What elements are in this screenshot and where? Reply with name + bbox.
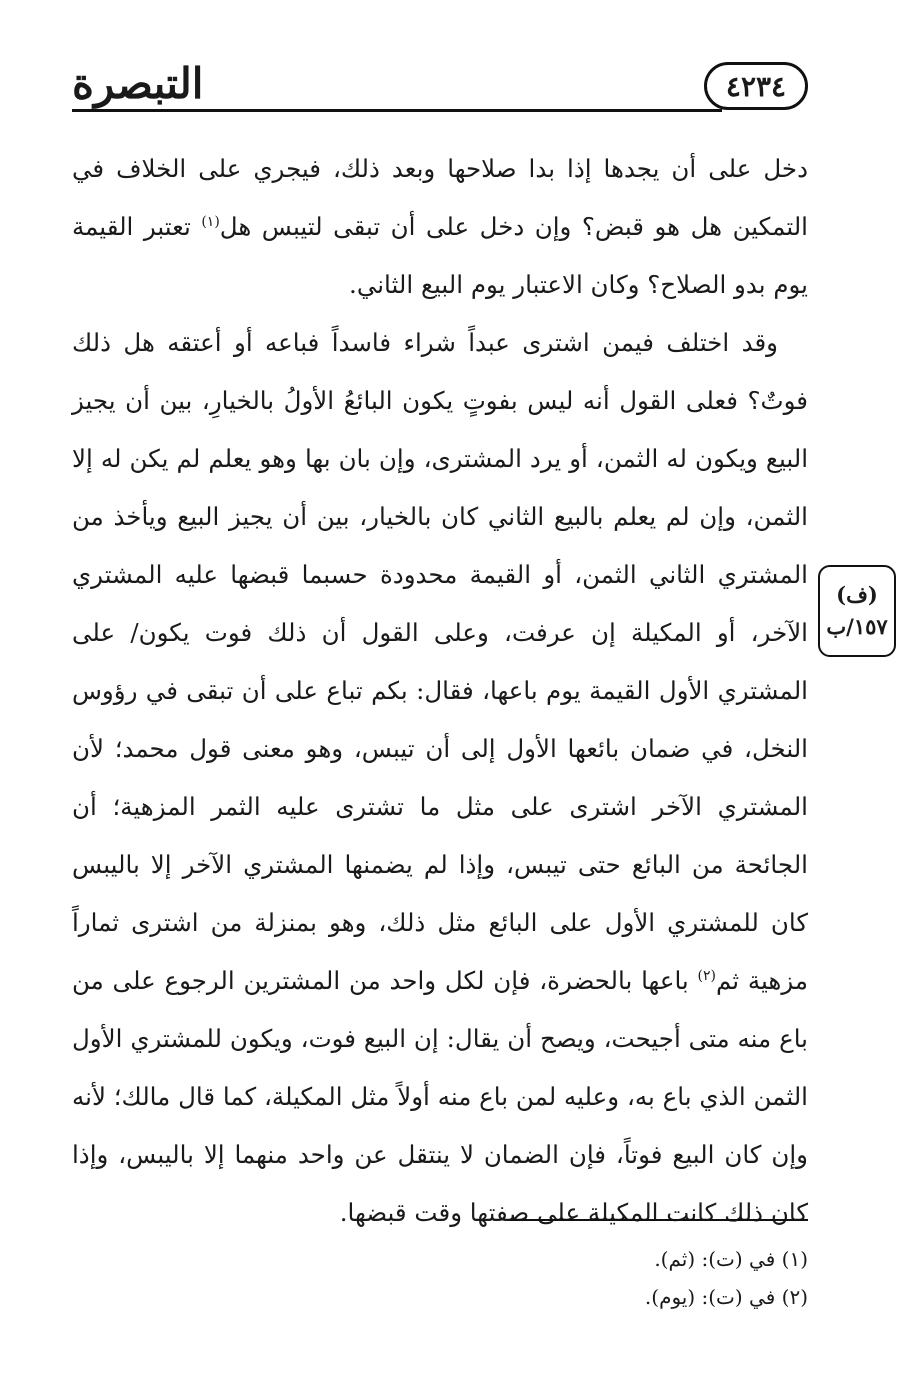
paragraph-2	[72, 314, 808, 1242]
footnote-ref-1[interactable]: (١)	[201, 213, 220, 230]
paragraph-text: وقد اختلف فيمن اشترى عبداً شراء فاسداً فباعه أو أعتقه هل ذلك فوتٌ؟ فعلى القول أنه ليس بفوتٍ يكون البائعُ الأولُ بالخيارِ، بين أن يجيز البيع ويكون له الثمن، أو يرد المشترى، وإن بان بها وهو يعلم لم يكن له إلا الثمن، وإن لم يعلم بالبيع الثاني كان بالخيار، بين أن يجيز البيع ويأخذ من المشتري الثاني الثمن، أو القيمة محدودة حسبما قبضها عليه المشتري الآخر، أو المكيلة إن عرفت، وعلى القول أن ذلك فوت يكون/ على المشتري الأول القيمة يوم باعها، فقال: بكم تباع على أن تبقى في رؤوس النخل، في ضمان بائعها الأول إلى أن تيبس، وهو معنى قول محمد؛ لأن المشتري الآخر اشترى على مثل ما تشترى عليه الثمر المزهية؛ أن الجائحة من البائع حتى تيبس، وإذا لم يضمنها المشتري الآخر إلا باليبس كان للمشتري الأول على البائع مثل ذلك، وهو بمنزلة من اشترى ثماراً مزهية ثم	[72, 328, 808, 995]
footnotes	[72, 1240, 808, 1316]
paragraph-text: باعها بالحضرة، فإن لكل واحد من المشترين الرجوع على من باع منه متى أجيحت، ويصح أن يقال: إن البيع فوت، ويكون للمشتري الأول الثمن الذي باع به، وعليه لمن باع منه أولاً مثل المكيلة، كما قال مالك؛ لأنه وإن كان البيع فوتاً، فإن الضمان لا ينتقل عن واحد منهما إلا باليبس، وإذا كان ذلك كانت المكيلة على صفتها وقت قبضها.	[72, 966, 808, 1227]
folio-number-label: ١٥٧/ب	[826, 614, 888, 639]
paragraph-1	[72, 140, 808, 314]
main-text	[72, 140, 808, 1242]
folio-source-label: (ف)	[836, 582, 878, 607]
page-number-badge: ٤٢٣٤	[704, 62, 808, 110]
manuscript-folio-note	[818, 565, 896, 657]
footnote-ref-2[interactable]: (٢)	[697, 967, 716, 984]
footnote-2: (٢) في (ت): (يوم).	[644, 1285, 808, 1309]
footnote-separator	[510, 1219, 808, 1221]
paragraph-text: تعتبر القيمة يوم بدو الصلاح؟ وكان الاعتبار يوم البيع الثاني.	[72, 212, 808, 299]
footnote-1: (١) في (ت): (ثم).	[654, 1247, 808, 1271]
paragraph-text: دخل على أن يجدها إذا بدا صلاحها وبعد ذلك، فيجري على الخلاف في التمكين هل هو قبض؟ وإن دخل على أن تبقى لتيبس هل	[72, 154, 808, 241]
book-title: التبصرة	[72, 59, 204, 108]
page-header	[72, 52, 808, 116]
